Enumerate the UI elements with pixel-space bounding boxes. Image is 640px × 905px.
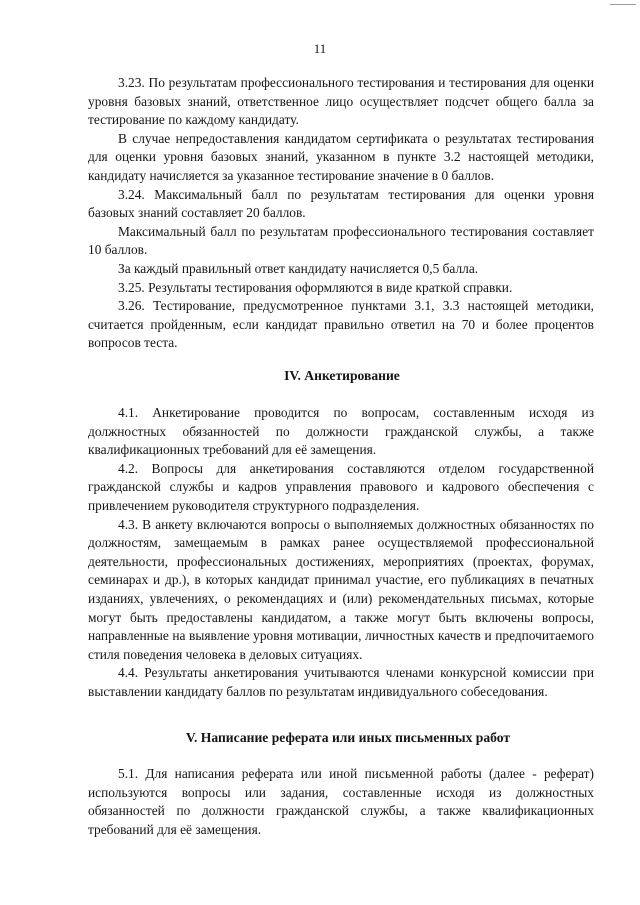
paragraph-3-23: 3.23. По результатам профессионального тестирования и тестирования для оценки уровня базовых знаний, ответственное лицо осуществляет подсчет общего балла за тестирование по каждому кандидату. [88,75,594,128]
section-3-continuation [88,74,594,353]
page-number: 11 [313,41,327,56]
section-4-heading: IV. Анкетирование [284,368,400,383]
section-5-body [88,765,594,839]
section-4-body [88,404,594,702]
paragraph-4-1: 4.1. Анкетирование проводится по вопросам, составленным исходя из должностных обязанностей по должности гражданской службы, а также квалификационных требований для её замещения. [88,405,594,458]
paragraph-score-per-answer: За каждый правильный ответ кандидату начисляется 0,5 балла. [118,260,479,276]
paragraph-3-26: 3.26. Тестирование, предусмотренное пунктами 3.1, 3.3 настоящей методики, считается пройденным, если кандидат правильно ответил на 70 и более процентов вопросов теста. [88,298,594,351]
paragraph-4-2: 4.2. Вопросы для анкетирования составляются отделом государственной гражданской службы и кадров управления правового и кадрового обеспечения с привлечением руководителя структурного подразделения. [88,460,594,513]
paragraph-4-3: 4.3. В анкету включаются вопросы о выполняемых должностных обязанностях по должностям, замещаемым в рамках ранее осуществляемой профессиональной деятельности, профессиональных достижениях, мероприятиях (проектах, форумах, семинарах и др.), в которых кандидат принимал участие, его публикациях в печатных изданиях, увлечениях, о рекомендациях и (или) рекомендательных письмах, которые могут быть предоставлены кандидатом, а также могут быть включены вопросы, направленные на выявление уровня мотивации, личностных качеств и предпочитаемого стиля поведения человека в деловых ситуациях. [88,516,594,662]
paragraph-max-professional-score: Максимальный балл по результатам профессионального тестирования составляет 10 баллов. [88,223,594,258]
paragraph-4-4: 4.4. Результаты анкетирования учитываются членами конкурсной комиссии при выставлении кандидату баллов по результатам индивидуального собеседования. [88,665,594,699]
section-5-heading: V. Написание реферата или иных письменных работ [185,730,511,745]
scan-edge-mark [610,4,636,5]
paragraph-certificate-absence: В случае непредоставления кандидатом сертификата о результатах тестирования для оценки уровня базовых знаний, указанном в пункте 3.2 настоящей методики, кандидату начисляется за указанное тестирование значение в 0 баллов. [88,130,594,183]
paragraph-5-1: 5.1. Для написания реферата или иной письменной работы (далее - реферат) используются вопросы или задания, составленные исходя из должностных обязанностей по должности гражданской службы, а также квалификационных требований для её замещения. [88,766,594,837]
paragraph-3-25: 3.25. Результаты тестирования оформляются в виде краткой справки. [118,279,513,295]
paragraph-3-24: 3.24. Максимальный балл по результатам тестирования для оценки уровня базовых знаний составляет 20 баллов. [88,186,594,221]
